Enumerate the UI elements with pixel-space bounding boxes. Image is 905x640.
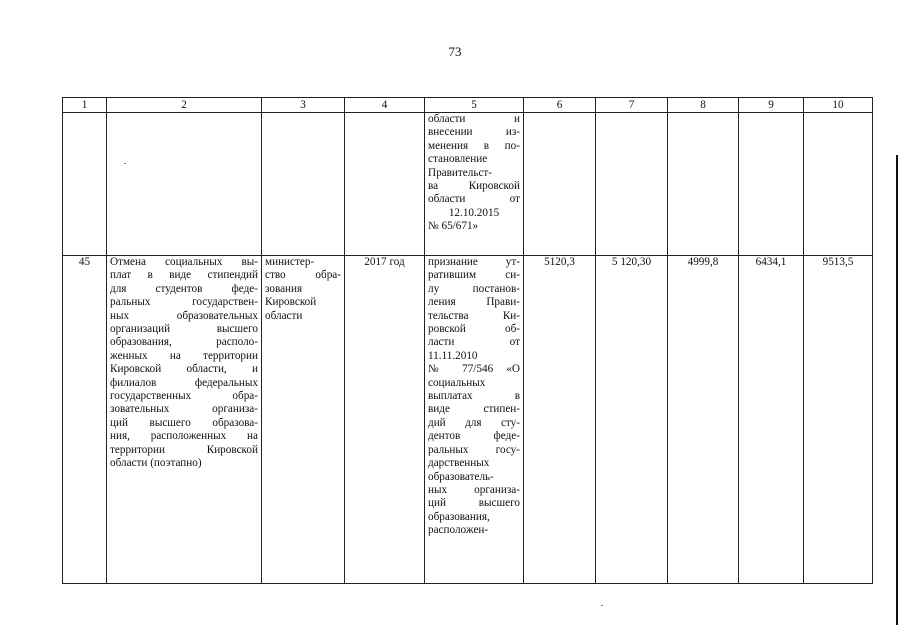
table-cell xyxy=(107,113,262,256)
scan-speck xyxy=(124,163,126,164)
header-cell: 6 xyxy=(524,98,596,113)
value-cell: 6434,1 xyxy=(739,256,804,584)
text-line: ния, расположенных на xyxy=(110,430,258,443)
table-cell xyxy=(739,113,804,256)
header-cell: 5 xyxy=(425,98,524,113)
text-line: области и xyxy=(428,113,520,125)
text-line: зовательных организа- xyxy=(110,403,258,416)
header-cell: 1 xyxy=(63,98,107,113)
text-line: ральных госу- xyxy=(428,443,520,456)
text-line: ций высшего образова- xyxy=(110,416,258,429)
text-line: области xyxy=(265,309,303,322)
text-line: ций высшего xyxy=(428,497,520,510)
text-line: 11.11.2010 xyxy=(428,349,478,362)
text-line: области (поэтапно) xyxy=(110,457,202,470)
text-line: образования, располо- xyxy=(110,336,258,349)
text-line: № 65/671» xyxy=(428,220,479,233)
responsible-cell xyxy=(262,256,345,584)
header-cell: 9 xyxy=(739,98,804,113)
text-line: 12.10.2015 xyxy=(448,206,500,219)
table-header-row xyxy=(63,98,873,113)
table-cell xyxy=(63,113,107,256)
header-cell: 7 xyxy=(596,98,668,113)
text-line: дий для сту- xyxy=(428,416,520,429)
table-cell xyxy=(668,113,739,256)
scan-edge-line xyxy=(896,155,898,625)
text-line: зования xyxy=(265,282,303,295)
text-line: Кировской xyxy=(265,296,317,309)
table-cell xyxy=(524,113,596,256)
scan-speck xyxy=(601,605,603,606)
text-line: менения в по- xyxy=(428,139,520,152)
text-line: ровской об- xyxy=(428,323,520,336)
text-line: выплатах в xyxy=(428,390,520,403)
table-row-45 xyxy=(63,256,873,584)
text-line: образователь- xyxy=(428,470,494,483)
legal-act-cell xyxy=(425,256,524,584)
text-line: министер- xyxy=(265,256,315,268)
text-line: государственных обра- xyxy=(110,390,258,403)
text-line: становление xyxy=(428,153,488,166)
row-number-cell: 45 xyxy=(63,256,107,584)
table-cell xyxy=(804,113,873,256)
text-line: ных организа- xyxy=(428,483,520,496)
text-line: ных образовательных xyxy=(110,309,258,322)
text-line: дарственных xyxy=(428,457,490,470)
header-cell: 4 xyxy=(345,98,425,113)
text-line: виде стипен- xyxy=(428,403,520,416)
text-line: внесении из- xyxy=(428,126,520,139)
text-line: ство обра- xyxy=(265,269,341,282)
text-line: Правительст- xyxy=(428,166,493,179)
text-line: организаций высшего xyxy=(110,323,258,336)
text-line: ратившим си- xyxy=(428,269,520,282)
table-cell xyxy=(596,113,668,256)
text-line: расположен- xyxy=(428,524,489,537)
text-line: образования, xyxy=(428,510,490,523)
text-line: тельства Ки- xyxy=(428,309,520,322)
text-line: территории Кировской xyxy=(110,443,258,456)
continuation-col5-cell xyxy=(425,113,524,256)
header-cell: 8 xyxy=(668,98,739,113)
text-line: дентов феде- xyxy=(428,430,520,443)
document-table xyxy=(62,97,873,584)
header-cell: 3 xyxy=(262,98,345,113)
value-cell: 9513,5 xyxy=(804,256,873,584)
value-cell: 5120,3 xyxy=(524,256,596,584)
table-cell xyxy=(262,113,345,256)
text-line: для студентов феде- xyxy=(110,282,258,295)
text-line: ва Кировской xyxy=(428,180,520,193)
table-row-continuation xyxy=(63,113,873,256)
text-line: ления Прави- xyxy=(428,296,520,309)
value-cell: 4999,8 xyxy=(668,256,739,584)
value-cell: 5 120,30 xyxy=(596,256,668,584)
text-line: ральных государствен- xyxy=(110,296,258,309)
table-cell xyxy=(345,113,425,256)
text-line: ласти от xyxy=(428,336,520,349)
text-line: женных на территории xyxy=(110,349,258,362)
text-line: признание ут- xyxy=(428,256,520,268)
deadline-cell: 2017 год xyxy=(345,256,425,584)
text-line: плат в виде стипендий xyxy=(110,269,258,282)
text-line: № 77/546 «О xyxy=(428,363,520,376)
text-line: социальных xyxy=(428,376,486,389)
header-cell: 10 xyxy=(804,98,873,113)
text-line: Отмена социальных вы- xyxy=(110,256,258,268)
text-line: области от xyxy=(428,193,520,206)
text-line: Кировской области, и xyxy=(110,363,258,376)
header-cell: 2 xyxy=(107,98,262,113)
text-line: филиалов федеральных xyxy=(110,376,258,389)
measure-description-cell xyxy=(107,256,262,584)
text-line: лу постанов- xyxy=(428,282,520,295)
page-number: 73 xyxy=(448,44,462,59)
